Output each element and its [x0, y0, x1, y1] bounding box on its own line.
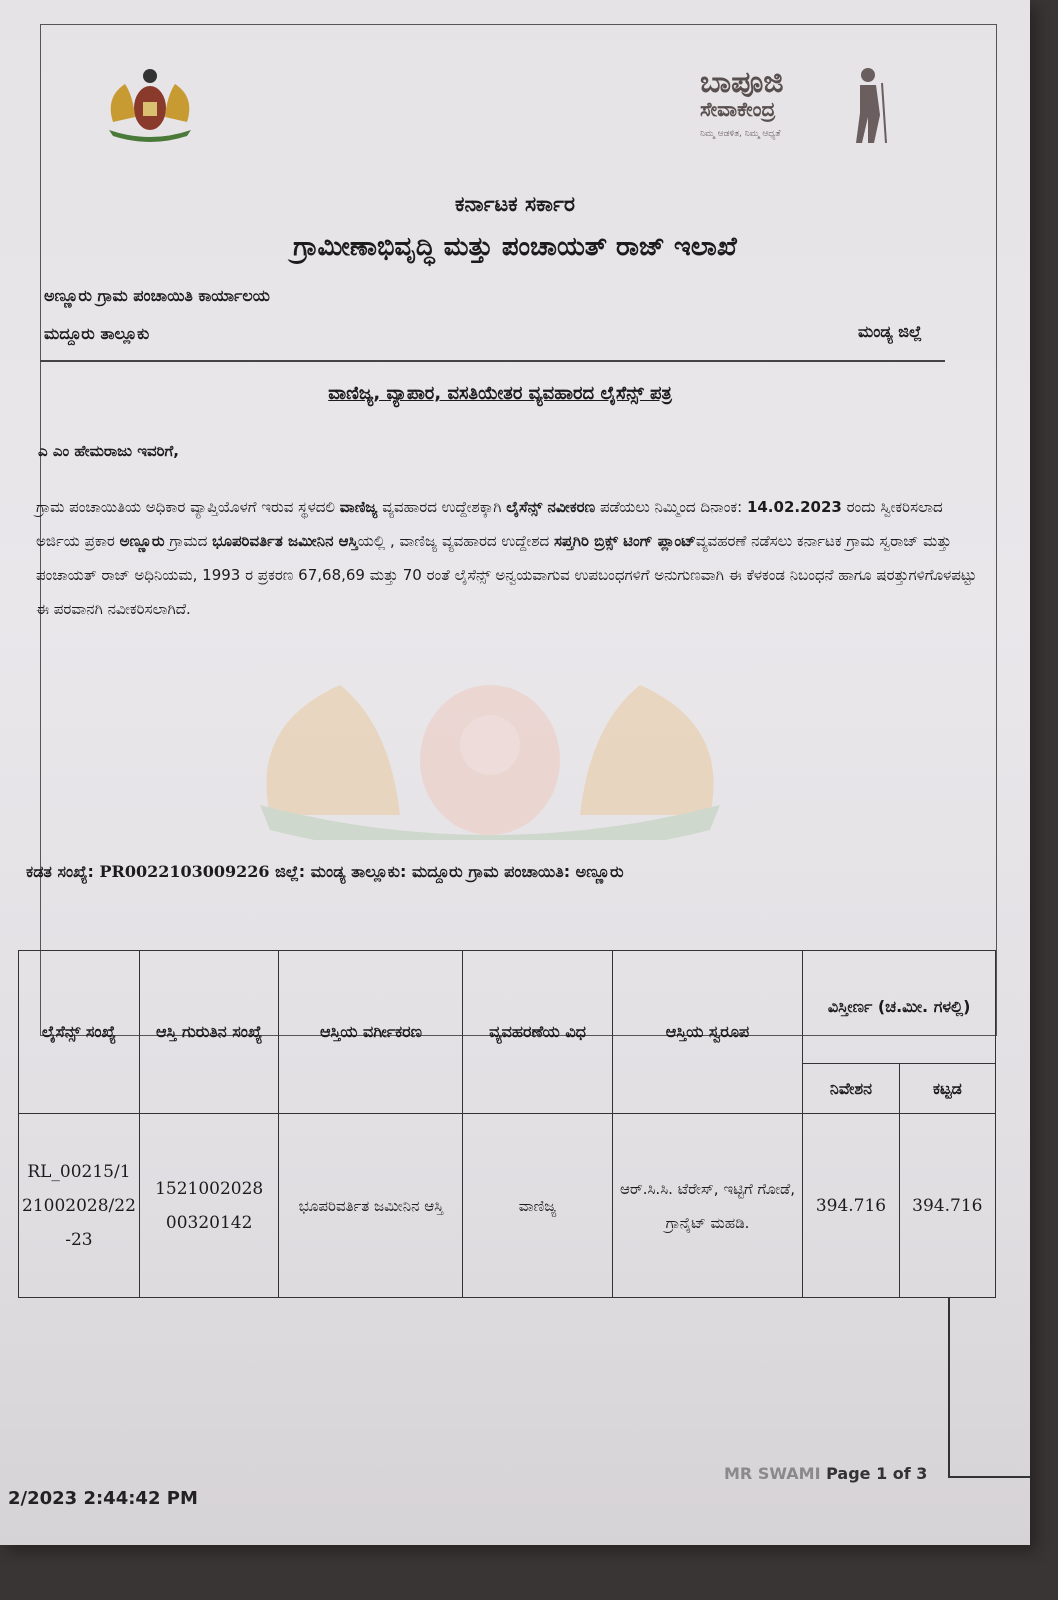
department-heading: ಗ್ರಾಮೀಣಾಭಿವೃದ್ಧಿ ಮತ್ತು ಪಂಚಾಯತ್ ರಾಜ್ ಇಲಾಖೆ	[293, 232, 737, 262]
printed-by: MR SWAMI	[724, 1464, 821, 1483]
license-body-paragraph	[36, 490, 986, 626]
cell-site-area: 394.716	[803, 1114, 899, 1298]
ref-gp-label: ಗ್ರಾಮ ಪಂಚಾಯಿತಿ:	[468, 862, 571, 881]
application-date: 14.02.2023	[746, 498, 842, 516]
taluk-name: ಮದ್ದೂರು ತಾಲ್ಲೂಕು	[44, 324, 150, 343]
body-bold-2: ಲೈಸೆನ್ಸ್ ನವೀಕರಣ	[506, 498, 596, 516]
cell-property-id: 1521002028 00320142	[139, 1114, 279, 1298]
header-license-no: ಲೈಸೆನ್ಸ್ ಸಂಖ್ಯೆ	[19, 951, 140, 1114]
body-text-3: ಪಡೆಯಲು ನಿಮ್ಮಿಂದ ದಿನಾಂಕ:	[599, 498, 743, 516]
header-building: ಕಟ್ಟಡ	[899, 1064, 995, 1114]
ref-taluk-label: ತಾಲ್ಲೂಕು:	[351, 862, 407, 881]
emblem-watermark-icon	[250, 665, 730, 840]
body-text-7: ವ್ಯವಹರಣೆ ನಡೆಸಲು ಕರ್ನಾಟಕ ಗ್ರಾಮ ಸ್ವರಾಜ್ ಮತ್ತು ಪಂಚಾಯತ್ ರಾಜ್ ಅಧಿನಿಯಮ, 1993 ರ ಪ್ರಕರಣ 67,68,69 ಮತ್ತು 70 ರಂತೆ ಲೈಸೆನ್ಸ್ ಅನ್ವಯವಾಗುವ ಉಪಬಂಧಗಳಿಗೆ ಅನುಗುಣವಾಗಿ ಈ ಕೆಳಕಂಡ ನಿಬಂಧನೆ ಹಾಗೂ ಷರತ್ತುಗಳಿಗೊಳಪಟ್ಟು ಈ ಪರವಾನಗಿ ನವೀಕರಿಸಲಾಗಿದೆ.	[36, 532, 977, 618]
logo-tagline: ನಿಮ್ಮ ಆಡಳಿತ, ನಿಮ್ಮ ಆಧ್ಯತೆ	[700, 129, 781, 139]
office-name: ಅಣ್ಣೂರು ಗ್ರಾಮ ಪಂಚಾಯಿತಿ ಕಾರ್ಯಾಲಯ	[44, 286, 270, 305]
file-reference-line	[26, 862, 624, 882]
margin-line	[948, 1298, 950, 1478]
business-name: ಸಪ್ತಗಿರಿ ಬ್ರಿಕ್ಸ್ ಟಿಂಗ್ ಪ್ಲಾಂಟ್	[553, 532, 696, 550]
body-bold-4: ಭೂಪರಿವರ್ತಿತ ಜಮೀನಿನ ಆಸ್ತಿ	[212, 532, 358, 550]
table-row	[19, 1114, 996, 1298]
government-heading: ಕರ್ನಾಟಕ ಸರ್ಕಾರ	[455, 192, 575, 216]
body-bold-1: ವಾಣಿಜ್ಯ	[339, 498, 378, 516]
ref-gp: ಅಣ್ಣೂರು	[575, 862, 624, 881]
cell-trade-type: ವಾಣಿಜ್ಯ	[463, 1114, 612, 1298]
district-name: ಮಂಡ್ಯ ಜಿಲ್ಲೆ	[858, 322, 922, 341]
body-text-1: ಗ್ರಾಮ ಪಂಚಾಯಿತಿಯ ಅಧಿಕಾರ ವ್ಯಾಪ್ತಿಯೊಳಗೆ ಇರುವ ಸ್ಥಳದಲಿ	[36, 498, 335, 516]
salutation: ಎ ಎಂ ಹೇಮರಾಜು ಇವರಿಗೆ,	[38, 442, 179, 460]
print-timestamp: 2/2023 2:44:42 PM	[8, 1488, 198, 1509]
header-divider	[40, 360, 945, 362]
ref-district-label: ಜಿಲ್ಲೆ:	[275, 862, 306, 881]
body-bold-3: ಅಣ್ಣೂರು	[119, 532, 165, 550]
header-nature: ಆಸ್ತಿಯ ಸ್ವರೂಪ	[612, 951, 803, 1114]
table-header-row	[19, 951, 996, 1064]
file-number: PR0022103009226	[99, 862, 270, 881]
body-text-4: ರಂದು ಸ್ವೀಕರಿಸಲಾದ ಅರ್ಜಿಯ ಪ್ರಕಾರ	[36, 498, 943, 550]
bapuji-sevakendra-logo	[700, 65, 890, 155]
ref-district: ಮಂಡ್ಯ	[310, 862, 346, 881]
gandhi-figure-icon	[840, 65, 890, 145]
body-text-5: ಗ್ರಾಮದ	[169, 532, 208, 550]
header-trade-type: ವ್ಯವಹರಣೆಯ ವಿಧ	[463, 951, 612, 1114]
cell-license-no: RL_00215/1 21002028/22 -23	[19, 1114, 140, 1298]
header-area: ವಿಸ್ತೀರ್ಣ (ಚ.ಮೀ. ಗಳಲ್ಲಿ)	[803, 951, 996, 1064]
header-classification: ಆಸ್ತಿಯ ವರ್ಗೀಕರಣ	[279, 951, 463, 1114]
ref-taluk: ಮದ್ದೂರು	[411, 862, 463, 881]
header-property-id: ಆಸ್ತಿ ಗುರುತಿನ ಸಂಖ್ಯೆ	[139, 951, 279, 1114]
cell-classification: ಭೂಪರಿವರ್ತಿತ ಜಮೀನಿನ ಆಸ್ತಿ	[279, 1114, 463, 1298]
license-table	[18, 950, 996, 1298]
cell-nature: ಆರ್.ಸಿ.ಸಿ. ಟೆರೇಸ್, ಇಟ್ಟಿಗೆ ಗೋಡೆ, ಗ್ರಾನೈಟ್ ಮಹಡಿ.	[612, 1114, 803, 1298]
page-number: Page 1 of 3	[826, 1464, 928, 1483]
body-text-6: ಯಲ್ಲಿ , ವಾಣಿಜ್ಯ ವ್ಯವಹಾರದ ಉದ್ದೇಶದ	[357, 532, 550, 550]
logo-title: ಬಾಪೂಜಿ	[700, 65, 784, 100]
logo-subtitle: ಸೇವಾಕೇಂದ್ರ	[700, 97, 776, 121]
karnataka-emblem-icon	[95, 62, 205, 142]
file-number-label: ಕಡತ ಸಂಖ್ಯೆ:	[26, 862, 94, 881]
header-site: ನಿವೇಶನ	[803, 1064, 899, 1114]
margin-line-bottom	[948, 1476, 1030, 1478]
cell-building-area: 394.716	[899, 1114, 995, 1298]
body-text-2: ವ್ಯವಹಾರದ ಉದ್ದೇಶಕ್ಕಾಗಿ	[382, 498, 502, 516]
page-footer	[724, 1464, 927, 1483]
license-title: ವಾಣಿಜ್ಯ, ವ್ಯಾಪಾರ, ವಸತಿಯೇತರ ವ್ಯವಹಾರದ ಲೈಸೆನ್ಸ್ ಪತ್ರ	[328, 383, 672, 404]
